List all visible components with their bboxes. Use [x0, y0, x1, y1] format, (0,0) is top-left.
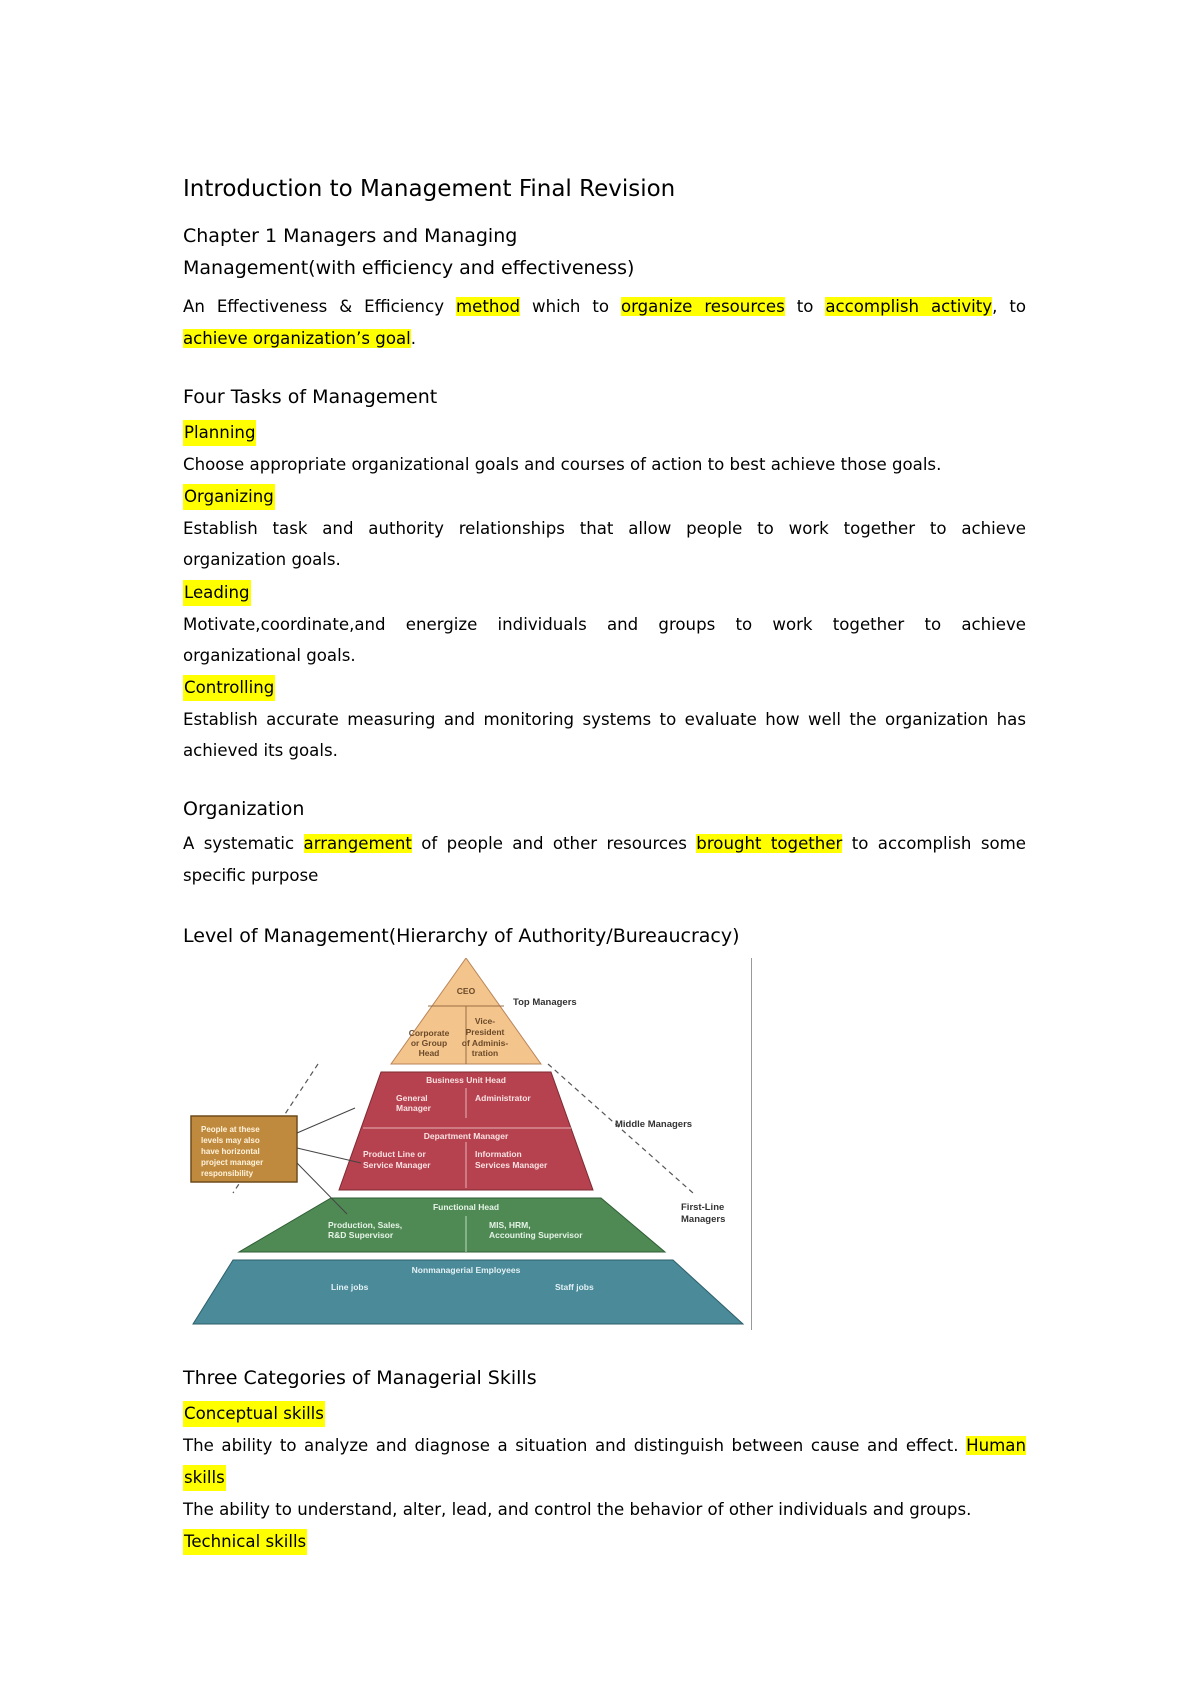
organizing-text-2: organization goals.	[183, 550, 341, 569]
label-production-1: Production, Sales,	[328, 1220, 403, 1230]
label-product-line-1: Product Line or	[363, 1149, 426, 1159]
label-functional-head: Functional Head	[432, 1202, 500, 1212]
label-note-5: responsibility	[201, 1169, 254, 1178]
label-note-1: People at these	[201, 1125, 260, 1134]
label-note-3: have horizontal	[201, 1147, 260, 1156]
label-mis-2: Accounting Supervisor	[489, 1230, 583, 1240]
organization-definition-line-1	[183, 829, 1026, 859]
text: .	[410, 329, 417, 348]
label-product-line-2: Service Manager	[363, 1160, 431, 1170]
human-text: The ability to understand, alter, lead, and control the behavior of other individuals and groups.	[183, 1500, 972, 1519]
label-vp-2: President	[465, 1027, 505, 1037]
text: to	[784, 297, 826, 316]
chapter-heading: Chapter 1 Managers and Managing	[183, 225, 518, 247]
label-vp-1: Vice-	[474, 1016, 496, 1026]
organization-heading: Organization	[183, 798, 305, 820]
label-general-manager-1: General	[396, 1093, 428, 1103]
label-corporate-3: Head	[418, 1048, 440, 1058]
label-corporate-2: or Group	[410, 1038, 448, 1048]
highlight-technical: Technical skills	[183, 1529, 307, 1555]
highlight-method: method	[455, 297, 521, 316]
text: to accomplish some	[842, 834, 1026, 853]
highlight-arrangement: arrangement	[303, 834, 412, 853]
label-note-2: levels may also	[201, 1136, 260, 1145]
management-definition-line-2	[183, 324, 416, 354]
label-corporate-1: Corporate	[408, 1028, 450, 1038]
label-nonmanagerial: Nonmanagerial Employees	[411, 1265, 521, 1275]
highlight-planning: Planning	[183, 420, 256, 446]
label-business-unit-head: Business Unit Head	[426, 1075, 506, 1085]
label-department-manager: Department Manager	[423, 1131, 509, 1141]
organizing-label	[183, 482, 275, 512]
label-line-jobs: Line jobs	[331, 1282, 369, 1292]
label-note-4: project manager	[201, 1158, 264, 1167]
label-information-2: Services Manager	[475, 1160, 548, 1170]
text: of people and other resources	[411, 834, 697, 853]
label-vp-3: of Adminis-	[461, 1038, 509, 1048]
highlight-brought-together: brought together	[696, 834, 843, 853]
conceptual-label	[183, 1399, 325, 1429]
label-administrator: Administrator	[475, 1093, 531, 1103]
text: , to	[992, 297, 1027, 316]
highlight-human: Human	[966, 1436, 1026, 1455]
label-general-manager-2: Manager	[396, 1103, 431, 1113]
controlling-text-2: achieved its goals.	[183, 741, 338, 760]
label-production-2: R&D Supervisor	[328, 1230, 394, 1240]
management-subheading: Management(with efficiency and effectiveness)	[183, 257, 635, 279]
highlight-controlling: Controlling	[183, 675, 275, 701]
leading-text-1: Motivate,coordinate,and energize individuals and groups to work together to achieve	[183, 615, 1026, 634]
highlight-organize-resources: organize resources	[620, 297, 785, 316]
highlight-conceptual: Conceptual skills	[183, 1401, 325, 1427]
organizing-text-1: Establish task and authority relationships that allow people to work together to achieve	[183, 519, 1026, 538]
human-label	[183, 1463, 226, 1493]
label-middle-managers: Middle Managers	[615, 1119, 693, 1130]
label-first-line-1: First-Line	[681, 1202, 725, 1213]
document-title: Introduction to Management Final Revision	[183, 176, 676, 202]
levels-heading: Level of Management(Hierarchy of Authority/Bureaucracy)	[183, 925, 740, 947]
organization-definition-line-2: specific purpose	[183, 866, 319, 885]
text: A systematic	[183, 834, 304, 853]
four-tasks-heading: Four Tasks of Management	[183, 386, 438, 408]
management-pyramid-diagram	[183, 958, 753, 1330]
leading-label	[183, 578, 251, 608]
highlight-human-skills: skills	[183, 1465, 226, 1491]
figure-edge-line	[751, 958, 752, 1330]
controlling-label	[183, 673, 275, 703]
controlling-text-1: Establish accurate measuring and monitoring systems to evaluate how well the organization has	[183, 710, 1026, 729]
label-mis-1: MIS, HRM,	[489, 1220, 531, 1230]
technical-label	[183, 1527, 307, 1557]
planning-text: Choose appropriate organizational goals and courses of action to best achieve those goals.	[183, 455, 942, 474]
highlight-leading: Leading	[183, 580, 251, 606]
label-ceo: CEO	[456, 986, 476, 996]
text: An Effectiveness & Efficiency	[183, 297, 456, 316]
planning-label	[183, 418, 256, 448]
label-staff-jobs: Staff jobs	[555, 1282, 594, 1292]
leading-text-2: organizational goals.	[183, 646, 356, 665]
label-top-managers: Top Managers	[513, 997, 577, 1008]
text: The ability to analyze and diagnose a situation and distinguish between cause and effect.	[183, 1436, 967, 1455]
conceptual-text	[183, 1431, 1026, 1461]
label-first-line-2: Managers	[681, 1214, 726, 1225]
label-information-1: Information	[475, 1149, 522, 1159]
highlight-organizing: Organizing	[183, 484, 275, 510]
text: which to	[520, 297, 621, 316]
label-vp-4: tration	[471, 1048, 499, 1058]
skills-heading: Three Categories of Managerial Skills	[183, 1367, 537, 1389]
management-definition-line-1	[183, 292, 1026, 322]
highlight-accomplish-activity: accomplish activity	[825, 297, 993, 316]
highlight-achieve-goal: achieve organization’s goal	[183, 329, 411, 348]
